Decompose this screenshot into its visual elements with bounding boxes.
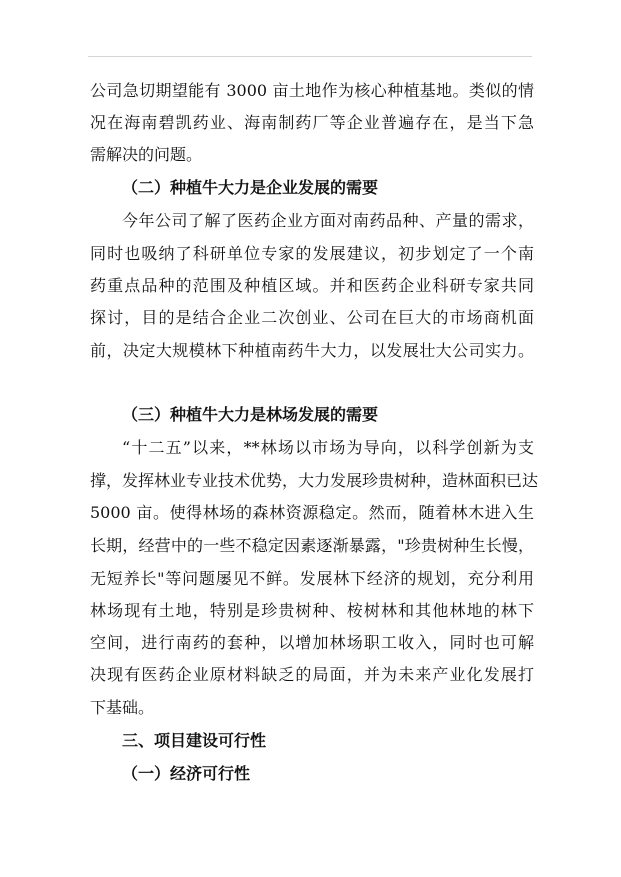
text-line: 长期，经营中的一些不稳定因素逐渐暴露，"珍贵树种生长慢，	[90, 536, 534, 555]
text-line: 空间，进行南药的套种，以增加林场职工收入，同时也可解	[90, 633, 534, 652]
subsection-title-1: （一）经济可行性	[122, 764, 251, 783]
text-line: 药重点品种的范围及种植区域。并和医药企业科研专家共同	[90, 276, 534, 295]
text-line: 今年公司了解了医药企业方面对南药品种、产量的需求，	[122, 211, 534, 230]
text-line: 撑，发挥林业专业技术优势，大力发展珍贵树种，造林面积已达	[90, 471, 539, 490]
section-title-3: 三、项目建设可行性	[122, 731, 267, 750]
text-line: 决现有医药企业原材料缺乏的局面，并为未来产业化发展打	[90, 665, 534, 684]
header-rule	[88, 56, 532, 57]
text-line: 林场现有土地，特别是珍贵树种、桉树林和其他林地的林下	[90, 601, 534, 620]
text-line: 探讨，目的是结合企业二次创业、公司在巨大的市场商机面	[90, 308, 534, 327]
text-line: 无短养长"等问题屡见不鲜。发展林下经济的规划，充分利用	[90, 569, 534, 588]
section-heading-2: （二）种植牛大力是企业发展的需要	[122, 178, 379, 197]
section-heading-3: （三）种植牛大力是林场发展的需要	[122, 405, 379, 424]
text-line: 下基础。	[90, 698, 155, 717]
text-line: 同时也吸纳了科研单位专家的发展建议，初步划定了一个南	[90, 244, 534, 263]
text-line: 公司急切期望能有 3000 亩土地作为核心种植基地。类似的情	[90, 81, 534, 100]
text-line: 5000 亩。使得林场的森林资源稳定。然而，随着林木进入生	[90, 503, 534, 522]
text-line: 况在海南碧凯药业、海南制药厂等企业普遍存在，是当下急	[90, 113, 534, 132]
text-line: “十二五”以来，**林场以市场为导向，以科学创新为支	[122, 438, 534, 457]
text-line: 前，决定大规模林下种植南药牛大力，以发展壮大公司实力。	[90, 341, 534, 360]
text-line: 需解决的问题。	[90, 145, 203, 164]
